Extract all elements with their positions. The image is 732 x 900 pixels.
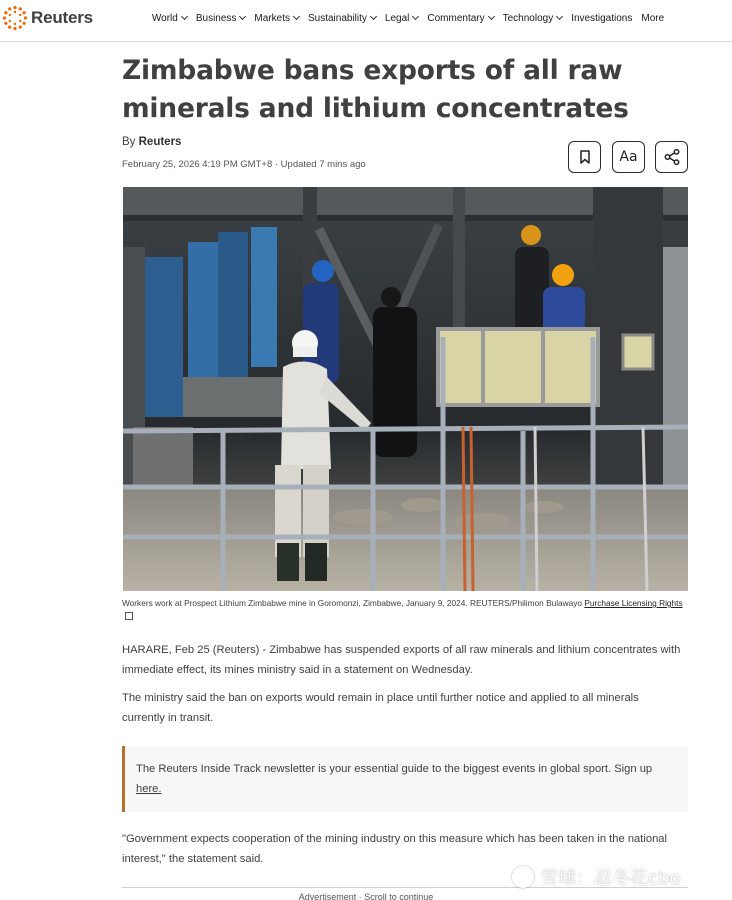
brand-name: Reuters <box>31 8 93 27</box>
nav-item-label: Sustainability <box>307 12 367 24</box>
article-dateline: February 25, 2026 4:19 PM GMT+8 · Updated 7 mins ago <box>122 159 366 170</box>
promo-text <box>136 760 671 799</box>
mine-workers-photo <box>123 187 688 591</box>
byline-prefix: By <box>122 136 136 148</box>
bookmark-icon <box>579 150 591 164</box>
share-button[interactable] <box>655 141 688 173</box>
newsletter-promo <box>122 746 688 812</box>
advertisement-label: Advertisement · Scroll to continue <box>298 892 434 900</box>
chevron-down-icon <box>370 13 377 20</box>
nav-item-label: World <box>151 12 178 24</box>
watermark-text: 雪球：忍冬花cbo <box>540 868 681 889</box>
nav-item-label: Commentary <box>427 12 485 24</box>
snowball-logo-icon <box>512 866 534 888</box>
reuters-logo[interactable] <box>2 5 93 31</box>
top-nav <box>0 0 732 36</box>
external-link-icon <box>125 612 133 620</box>
article-paragraph: HARARE, Feb 25 (Reuters) - Zimbabwe has suspended exports of all raw minerals and lithium concentrates with immediate effect, its mines ministry said in a statement on Wednesday. <box>122 644 681 676</box>
chevron-down-icon <box>239 13 246 20</box>
photo-caption <box>122 597 688 622</box>
nav-item-business[interactable] <box>196 13 246 24</box>
nav-item-investigations[interactable] <box>571 13 632 24</box>
chevron-down-icon <box>556 13 563 20</box>
chevron-down-icon <box>293 13 300 20</box>
licensing-link[interactable]: Purchase Licensing Rights <box>584 598 683 608</box>
article-paragraph: "Government expects cooperation of the mining industry on this measure which has been taken in the national interest," the statement said. <box>122 833 668 865</box>
reuters-logo-icon <box>2 5 28 31</box>
nav-item-label: More <box>641 12 665 24</box>
watermark <box>512 864 680 890</box>
bookmark-button[interactable] <box>568 141 601 173</box>
nav-item-legal[interactable] <box>385 13 418 24</box>
byline-author[interactable]: Reuters <box>138 136 182 148</box>
share-icon <box>663 148 681 166</box>
chevron-down-icon <box>488 13 495 20</box>
article-headline: Zimbabwe bans exports of all raw minerals and lithium concentrates <box>122 55 629 124</box>
font-size-label: Aa <box>619 149 638 165</box>
nav-menu <box>152 13 673 24</box>
article-photo <box>123 187 688 591</box>
byline <box>122 136 181 148</box>
nav-item-commentary[interactable] <box>427 13 493 24</box>
promo-body: The Reuters Inside Track newsletter is your essential guide to the biggest events in global sport. Sign up <box>136 763 653 775</box>
nav-item-markets[interactable] <box>254 13 299 24</box>
nav-item-more[interactable] <box>641 13 664 24</box>
nav-item-sustainability[interactable] <box>308 13 376 24</box>
nav-item-label: Technology <box>502 12 554 24</box>
nav-item-label: Investigations <box>571 12 633 24</box>
nav-item-label: Business <box>195 12 237 24</box>
nav-item-world[interactable] <box>152 13 187 24</box>
nav-item-label: Markets <box>254 12 290 24</box>
nav-item-technology[interactable] <box>503 13 563 24</box>
promo-signup-link[interactable]: here. <box>136 782 162 795</box>
nav-item-label: Legal <box>384 12 410 24</box>
chevron-down-icon <box>181 13 188 20</box>
article-paragraph: The ministry said the ban on exports would remain in place until further notice and applied to all minerals currently in transit. <box>122 692 639 724</box>
caption-text: Workers work at Prospect Lithium Zimbabwe mine in Goromonzi, Zimbabwe, January 9, 2024. REUTERS/Philimon Bulawayo <box>122 598 583 608</box>
font-size-button[interactable] <box>612 141 645 173</box>
chevron-down-icon <box>412 13 419 20</box>
nav-divider <box>0 41 732 42</box>
